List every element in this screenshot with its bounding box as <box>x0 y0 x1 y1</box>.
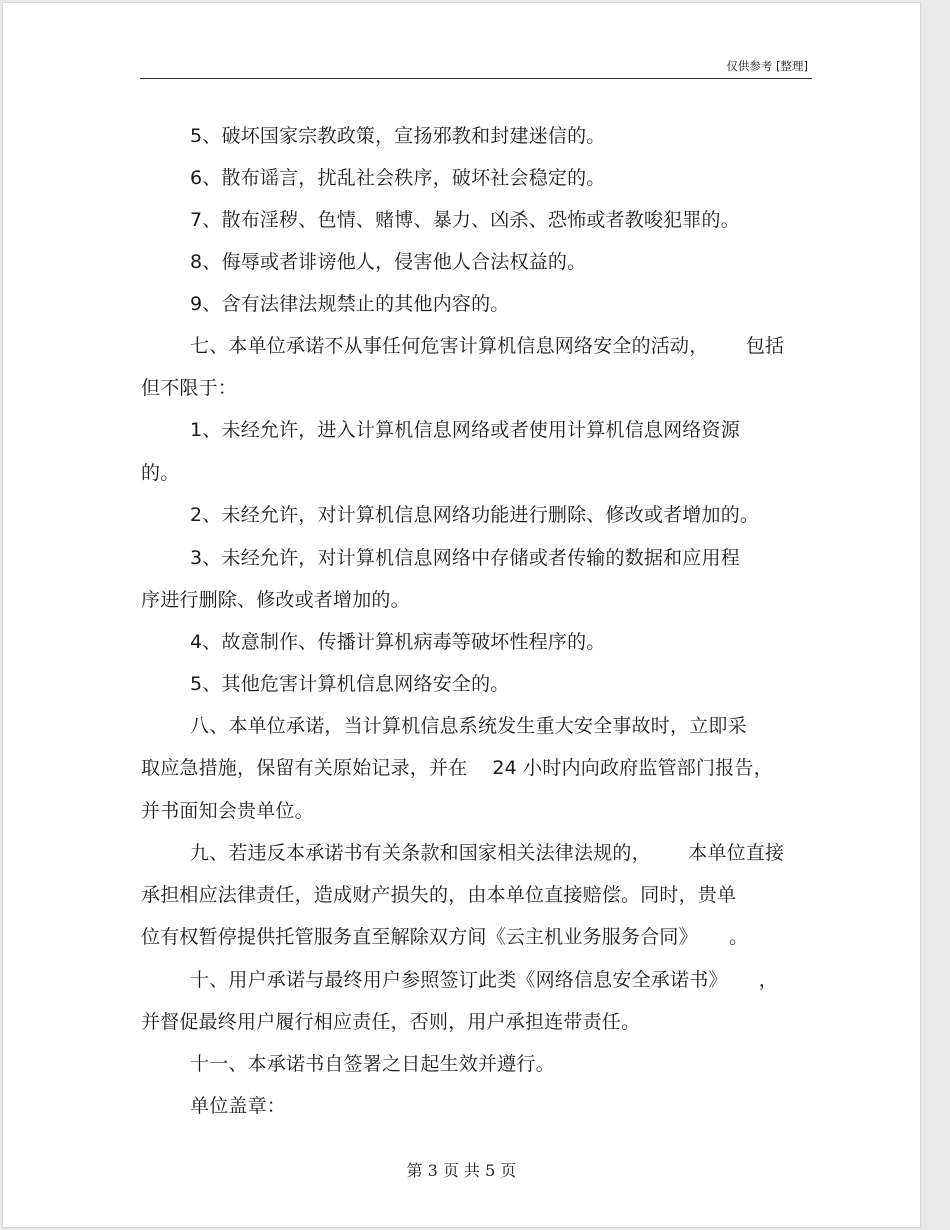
text-line: 取应急措施，保留有关原始记录，并在 24 小时内向政府监管部门报告， <box>141 757 773 779</box>
text-line: 9、含有法律法规禁止的其他内容的。 <box>190 293 510 315</box>
text-line: 1、未经允许，进入计算机信息网络或者使用计算机信息网络资源 <box>190 419 740 441</box>
text-line: 4、故意制作、传播计算机病毒等破坏性程序的。 <box>190 631 606 653</box>
text-line: 8、侮辱或者诽谤他人，侵害他人合法权益的。 <box>190 251 587 273</box>
page-number-footer: 第 3 页 共 5 页 <box>406 1161 517 1180</box>
document-page <box>2 2 921 1228</box>
text-line: 承担相应法律责任，造成财产损失的，由本单位直接赔偿。同时，贵单 <box>141 884 737 906</box>
text-line: 位有权暂停提供托管服务直至解除双方间《云主机业务服务合同》 。 <box>141 926 749 948</box>
text-line: 7、散布淫秽、色情、赌博、暴力、凶杀、恐怖或者教唆犯罪的。 <box>190 209 740 231</box>
text-line: 2、未经允许，对计算机信息网络功能进行删除、修改或者增加的。 <box>190 504 760 526</box>
text-line: 八、本单位承诺，当计算机信息系统发生重大安全事故时，立即采 <box>190 715 747 737</box>
text-line: 九、若违反本承诺书有关条款和国家相关法律法规的， 本单位直接 <box>190 842 785 864</box>
text-line: 5、破坏国家宗教政策，宣扬邪教和封建迷信的。 <box>190 125 606 147</box>
text-line: 并书面知会贵单位。 <box>141 800 314 822</box>
text-line: 单位盖章： <box>190 1095 287 1117</box>
text-line: 十、用户承诺与最终用户参照签订此类《网络信息安全承诺书》 ， <box>190 969 778 991</box>
text-line: 但不限于： <box>141 377 238 399</box>
page-header: 仅供参考 [整理] <box>726 59 808 73</box>
text-line: 并督促最终用户履行相应责任，否则，用户承担连带责任。 <box>141 1011 641 1033</box>
text-line: 十一、本承诺书自签署之日起生效并遵行。 <box>190 1053 555 1075</box>
text-line: 的。 <box>141 462 180 484</box>
header-divider <box>140 78 812 79</box>
text-line: 序进行删除、修改或者增加的。 <box>141 589 410 611</box>
text-line: 5、其他危害计算机信息网络安全的。 <box>190 673 510 695</box>
text-line: 3、未经允许，对计算机信息网络中存储或者传输的数据和应用程 <box>190 547 740 569</box>
text-line: 6、散布谣言，扰乱社会秩序，破坏社会稳定的。 <box>190 167 606 189</box>
text-line: 七、本单位承诺不从事任何危害计算机信息网络安全的活动， 包括 <box>190 335 785 357</box>
